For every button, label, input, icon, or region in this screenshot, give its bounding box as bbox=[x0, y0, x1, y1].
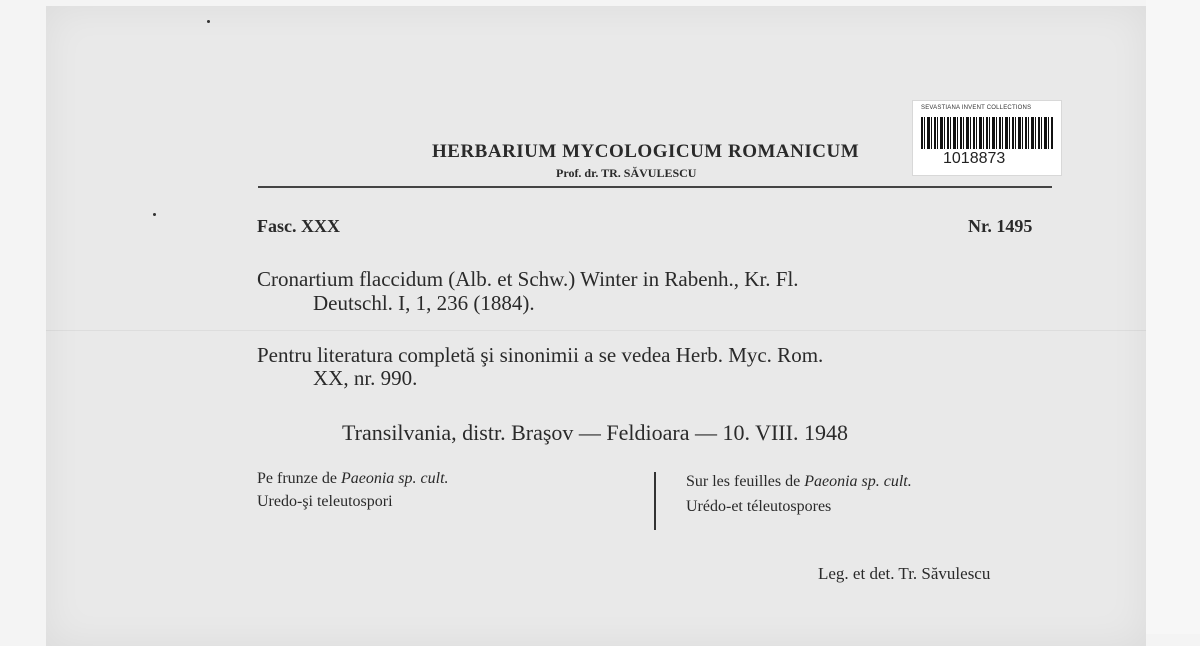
taxon-name: Cronartium flaccidum (Alb. et Schw.) Winter in Rabenh., Kr. Fl. bbox=[257, 267, 799, 291]
dust-speck bbox=[207, 20, 210, 23]
host-french bbox=[686, 473, 912, 491]
column-divider bbox=[654, 472, 656, 530]
host-ro-species: Paeonia sp. cult. bbox=[340, 470, 449, 487]
collection-locality: Transilvania, distr. Braşov — Feldioara — 10. VIII. 1948 bbox=[342, 420, 848, 445]
barcode-bars bbox=[921, 117, 1053, 149]
herbarium-title: HERBARIUM MYCOLOGICUM ROMANICUM bbox=[432, 141, 860, 162]
barcode-label bbox=[912, 100, 1062, 176]
literature-note: Pentru literatura completă şi sinonimii a se vedea Herb. Myc. Rom. bbox=[257, 343, 824, 367]
spores-french: Urédo-et téleutospores bbox=[686, 498, 832, 515]
herbarium-director: Prof. dr. TR. SĂVULESCU bbox=[556, 166, 697, 180]
paper-fold bbox=[46, 330, 1146, 331]
page-margin bbox=[1146, 0, 1200, 634]
dust-speck bbox=[153, 213, 156, 216]
spores-romanian: Uredo-şi teleutospori bbox=[257, 493, 393, 510]
taxon-reference: Deutschl. I, 1, 236 (1884). bbox=[313, 291, 535, 315]
host-fr-species: Paeonia sp. cult. bbox=[804, 473, 912, 490]
specimen-number: Nr. 1495 bbox=[968, 216, 1033, 236]
host-ro-prefix: Pe frunze de bbox=[257, 470, 341, 487]
literature-reference: XX, nr. 990. bbox=[313, 366, 418, 390]
barcode-institution: SEVASTIANA INVENT COLLECTIONS bbox=[921, 105, 1032, 111]
host-romanian bbox=[257, 470, 449, 488]
collector-credit: Leg. et det. Tr. Săvulescu bbox=[818, 564, 991, 583]
fascicle-number: Fasc. XXX bbox=[257, 216, 340, 236]
barcode-number: 1018873 bbox=[943, 150, 1006, 167]
host-fr-prefix: Sur les feuilles de bbox=[686, 473, 805, 490]
header-rule bbox=[258, 186, 1052, 188]
